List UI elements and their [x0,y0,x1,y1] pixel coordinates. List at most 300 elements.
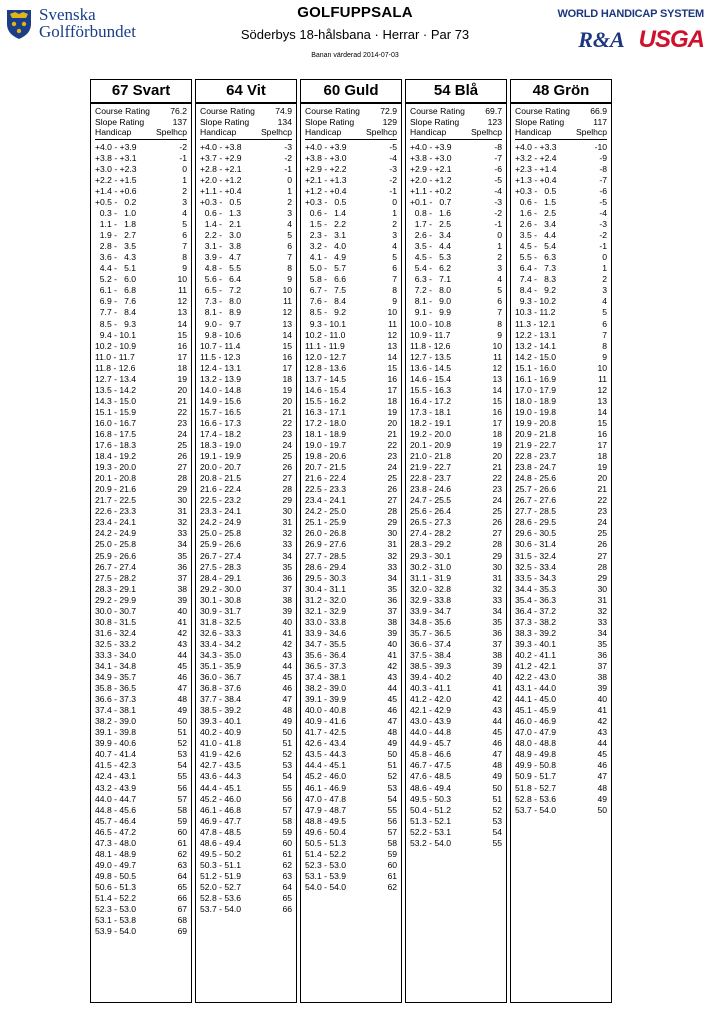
table-row [200,760,292,771]
playing-handicap: 14 [492,384,502,395]
playing-handicap: 69 [177,926,187,937]
playing-handicap: 58 [282,815,292,826]
playing-handicap: 4 [392,241,397,252]
table-row [305,539,397,550]
table-row [200,705,292,716]
table-row [515,783,607,794]
playing-handicap: 16 [177,340,187,351]
course-rating [410,106,502,117]
table-row [200,285,292,296]
handicap-range: 40.7 - 41.4 [95,749,137,760]
rating-date: Banan värderad 2014-07-03 [311,52,399,59]
handicap-range: 2.2 - 3.0 [200,230,242,241]
playing-handicap: 18 [492,429,502,439]
table-row [200,771,292,782]
playing-handicap: 54 [282,771,292,782]
playing-handicap: -1 [494,219,502,230]
handicap-range: 23.8 - 24.6 [410,484,452,495]
table-row [305,330,397,341]
playing-handicap: 60 [282,837,292,848]
handicap-range: 47.0 - 47.9 [515,727,557,738]
table-row [515,716,607,727]
table-row [515,484,607,495]
whs-logo-text: WORLD HANDICAP SYSTEM [557,8,704,20]
handicap-range: 48.9 - 49.8 [515,749,557,760]
handicap-range: 24.7 - 25.5 [410,495,452,506]
handicap-range: 42.4 - 43.1 [95,771,137,782]
handicap-range: 44.4 - 45.1 [305,760,347,771]
table-row [200,374,292,385]
playing-handicap: 5 [602,307,607,318]
handicap-range: 35.7 - 36.5 [410,627,452,638]
playing-handicap: 28 [492,539,502,550]
playing-handicap: 6 [497,296,502,307]
table-row [200,407,292,418]
table-row [305,451,397,462]
table-row [200,749,292,760]
handicap-range: 8.5 - 9.3 [95,318,137,329]
table-row [95,319,187,330]
table-row [95,330,187,341]
playing-handicap: 0 [287,174,292,185]
playing-handicap: -2 [494,208,502,219]
table-row [305,208,397,219]
table-row [410,285,502,296]
table-row [410,186,502,197]
handicap-range: +3.2 - +2.4 [515,152,557,163]
playing-handicap: 20 [282,395,292,406]
table-row [515,628,607,639]
course-rating [200,106,292,117]
table-row [200,882,292,893]
handicap-range: 12.4 - 13.1 [200,362,242,373]
handicap-range: 11.1 - 11.9 [305,340,345,351]
playing-handicap: 36 [492,627,502,638]
table-row [200,484,292,495]
handicap-range: 26.7 - 27.4 [200,550,242,561]
playing-handicap: 61 [282,848,292,859]
table-row [410,584,502,595]
handicap-range: 44.9 - 45.7 [410,738,452,749]
handicap-range: 22.5 - 23.2 [200,495,242,506]
table-row [410,252,502,263]
table-row [305,307,397,318]
handicap-range: 53.7 - 54.0 [200,904,242,915]
playing-handicap: 17 [492,417,502,428]
playing-handicap: 40 [282,616,292,627]
handicap-range: 3.6 - 4.3 [95,252,137,263]
handicap-range: 27.7 - 28.5 [515,506,557,517]
handicap-range: 23.4 - 24.1 [95,517,137,528]
table-row [200,727,292,738]
handicap-range: 20.0 - 20.7 [200,462,242,473]
table-row [410,274,502,285]
handicap-range: +1.2 - +0.4 [305,185,347,196]
handicap-range: 41.5 - 42.3 [95,760,137,771]
playing-handicap: 19 [492,440,502,451]
handicap-range: +4.0 - +3.9 [95,141,137,152]
playing-handicap: 11 [493,351,502,362]
handicap-range: 46.1 - 46.9 [305,782,347,793]
playing-handicap: 18 [177,362,187,373]
table-row [410,307,502,318]
handicap-range: 15.1 - 15.9 [95,406,137,417]
handicap-range: +3.8 - +3.0 [305,152,347,163]
playing-handicap: 47 [177,683,187,694]
handicap-range: 9.4 - 10.1 [95,329,137,340]
handicap-range: 32.0 - 32.8 [410,583,452,594]
playing-handicap: 9 [497,329,502,340]
playing-handicap: 51 [177,727,187,738]
handicap-range: 40.9 - 41.6 [305,716,347,727]
handicap-range: 5.5 - 6.3 [515,252,557,263]
table-row [200,418,292,429]
playing-handicap: 32 [387,550,397,561]
handicap-range: 8.1 - 8.9 [200,307,242,318]
table-row [305,716,397,727]
table-row [200,462,292,473]
playing-handicap: 49 [492,771,502,782]
playing-handicap: 21 [597,484,607,495]
handicap-range: +2.2 - +1.5 [95,174,137,185]
course-rating [515,106,607,117]
handicap-range: 45.7 - 46.4 [95,815,137,826]
handicap-range: 32.5 - 33.2 [95,638,137,649]
playing-handicap: 20 [177,384,187,395]
table-row [410,760,502,771]
table-row [410,418,502,429]
handicap-range: 17.6 - 18.3 [95,440,137,451]
playing-handicap: 15 [597,417,607,428]
table-row [305,650,397,661]
tee-title: 54 Blå [406,80,506,104]
handicap-range: 44.4 - 45.1 [200,782,242,793]
playing-handicap: 49 [282,716,292,727]
handicap-range: 25.0 - 25.8 [200,528,242,539]
handicap-range: 51.3 - 52.1 [410,815,452,826]
table-row [200,893,292,904]
handicap-range: 4.5 - 5.4 [515,241,557,252]
playing-handicap: 66 [177,892,187,903]
handicap-range: 41.2 - 42.1 [515,660,557,671]
playing-handicap: 31 [492,572,502,583]
slope-rating-value: 123 [487,116,502,127]
playing-handicap: 31 [177,506,187,517]
handicap-range: 19.3 - 20.0 [95,462,137,473]
handicap-range: 47.8 - 48.5 [200,826,242,837]
table-row [515,451,607,462]
playing-handicap: 7 [287,252,292,263]
handicap-range: 49.5 - 50.2 [200,848,242,859]
playing-handicap: -2 [179,141,187,152]
playing-handicap: 4 [602,296,607,307]
table-row [515,307,607,318]
table-row [95,352,187,363]
table-row [515,683,607,694]
playing-handicap: 3 [392,230,397,241]
course-rating [305,106,397,117]
handicap-range: 23.8 - 24.7 [515,462,557,473]
table-row [95,639,187,650]
handicap-range: 8.1 - 9.0 [410,296,452,307]
tee-ratings [406,104,506,140]
handicap-range: 44.0 - 44.7 [95,793,137,804]
playing-handicap: 32 [492,583,502,594]
playing-handicap: 1 [497,241,502,252]
playing-handicap: 47 [387,716,397,727]
handicap-range: 16.3 - 17.1 [305,406,347,417]
playing-handicap: 30 [177,495,187,506]
handicap-range: 12.8 - 13.6 [305,362,347,373]
handicap-range: 42.1 - 42.9 [410,705,452,716]
handicap-range: 33.3 - 34.0 [95,649,137,660]
handicap-range: 5.0 - 5.7 [305,263,347,274]
handicap-range: 41.7 - 42.5 [305,727,347,738]
playing-handicap: -2 [599,230,607,241]
table-row [305,385,397,396]
playing-handicap: 30 [597,583,607,594]
table-row [515,794,607,805]
playing-handicap: 44 [282,660,292,671]
playing-handicap: -2 [389,174,397,185]
handicap-range: 13.5 - 14.2 [95,384,137,395]
slope-rating-label: Slope Rating [200,116,250,127]
handicap-range: 9.1 - 9.9 [410,307,452,318]
tee-ratings [511,104,611,140]
table-row [305,771,397,782]
handicap-range: 51.4 - 52.2 [95,892,137,903]
handicap-range: 10.0 - 10.8 [410,318,452,329]
table-row [95,882,187,893]
handicap-range: 41.2 - 42.0 [410,694,452,705]
playing-handicap: 51 [282,738,292,749]
playing-handicap: 1 [182,174,187,185]
table-row [410,473,502,484]
table-row [410,528,502,539]
table-row [515,584,607,595]
playing-handicap: 26 [177,451,187,462]
table-row [410,683,502,694]
handicap-range: 2.6 - 3.4 [515,219,557,230]
playing-handicap: 13 [597,395,607,406]
table-row [200,429,292,440]
playing-handicap: 10 [282,285,292,296]
playing-handicap: 41 [387,649,397,660]
table-row [515,429,607,440]
playing-handicap: -7 [599,174,607,185]
table-row [515,219,607,230]
playing-handicap: 30 [492,561,502,572]
table-row [305,705,397,716]
table-row [200,495,292,506]
table-row [200,661,292,672]
table-row [305,495,397,506]
table-row [410,816,502,827]
handicap-range: 5.6 - 6.4 [200,274,242,285]
handicap-range: 19.9 - 20.8 [515,417,557,428]
playing-handicap: 18 [282,373,292,384]
playing-handicap: 5 [287,230,292,241]
handicap-range: 13.2 - 14.1 [515,340,557,351]
playing-handicap: 9 [287,274,292,285]
playing-handicap: 36 [282,572,292,583]
handicap-range: 13.7 - 14.5 [305,373,347,384]
handicap-range: 42.6 - 43.4 [305,738,347,749]
playing-handicap: -6 [599,185,607,196]
table-row [200,241,292,252]
playing-handicap: 33 [387,561,397,572]
table-row [410,462,502,473]
table-row [410,639,502,650]
table-row [95,175,187,186]
handicap-range: 28.6 - 29.4 [305,561,347,572]
table-row [200,716,292,727]
table-row [410,219,502,230]
handicap-range: 35.6 - 36.4 [305,649,347,660]
playing-handicap: 9 [392,296,397,307]
playing-handicap: 67 [177,904,187,915]
table-row [200,319,292,330]
table-row [305,860,397,871]
tee-column [510,79,612,1003]
table-row [95,584,187,595]
handicap-range: 33.4 - 34.2 [200,638,242,649]
playing-handicap: 2 [287,197,292,208]
table-row [200,330,292,341]
handicap-range: 23.3 - 24.1 [200,506,242,517]
table-row [200,650,292,661]
handicap-range: 7.6 - 8.4 [305,296,347,307]
handicap-range: +3.8 - +3.1 [95,152,137,163]
playing-handicap: 46 [282,683,292,694]
handicap-range: 29.5 - 30.3 [305,572,347,583]
handicap-range: 35.1 - 35.9 [200,660,242,671]
playing-handicap: 65 [177,881,187,892]
tee-title: 64 Vit [196,80,296,104]
table-row [410,716,502,727]
handicap-range: 52.0 - 52.7 [200,881,242,892]
handicap-range: +2.3 - +1.4 [515,163,557,174]
playing-handicap: 66 [282,904,292,915]
handicap-range: 41.0 - 41.8 [200,738,242,749]
playing-handicap: 55 [282,782,292,793]
playing-handicap: 47 [492,749,502,760]
handicap-range: 50.9 - 51.7 [515,771,557,782]
playing-handicap: 1 [392,208,397,219]
handicap-range: 4.4 - 5.1 [95,263,137,274]
handicap-range: 9.3 - 10.1 [305,318,347,329]
table-row [410,595,502,606]
playing-handicap: 42 [177,627,187,638]
playing-handicap: 39 [177,594,187,605]
playing-handicap: -3 [389,163,397,174]
playing-handicap: 36 [597,649,607,660]
playing-handicap: 24 [387,462,397,473]
table-header-value: Spelhcp [575,127,607,138]
playing-handicap: 51 [492,793,502,804]
slope-rating-value: 134 [277,116,292,127]
table-row [95,672,187,683]
playing-handicap: 13 [177,307,187,318]
table-row [305,738,397,749]
playing-handicap: 50 [492,782,502,793]
table-row [515,319,607,330]
playing-handicap: 5 [392,252,397,263]
playing-handicap: 41 [177,616,187,627]
playing-handicap: 16 [387,373,397,384]
playing-handicap: 28 [387,506,397,517]
table-row [410,385,502,396]
course-rating-label: Course Rating [95,106,150,116]
playing-handicap: 39 [387,627,397,638]
playing-handicap: 43 [177,638,187,649]
table-row [305,153,397,164]
slope-rating [305,117,397,128]
playing-handicap: 47 [597,771,607,782]
handicap-range: 38.5 - 39.2 [200,705,242,716]
table-row [200,860,292,871]
table-row [305,528,397,539]
playing-handicap: 15 [387,362,397,373]
playing-handicap: 36 [387,594,397,605]
playing-handicap: 37 [282,583,292,594]
table-row [200,274,292,285]
playing-handicap: 17 [282,362,292,373]
playing-handicap: 60 [177,826,187,837]
playing-handicap: 8 [497,318,502,329]
handicap-range: 46.7 - 47.5 [410,760,452,771]
handicap-range: 54.0 - 54.0 [305,881,347,892]
playing-handicap: 38 [597,672,607,683]
handicap-range: 21.6 - 22.4 [305,473,347,484]
handicap-range: 6.5 - 7.2 [200,285,242,296]
table-row [515,528,607,539]
table-row [515,606,607,617]
table-row [305,263,397,274]
table-row [95,628,187,639]
table-row [515,727,607,738]
table-row [410,506,502,517]
playing-handicap: 29 [177,484,187,495]
course-rating-value: 69.7 [485,106,502,116]
handicap-range: 6.1 - 6.8 [95,285,137,296]
table-row [305,462,397,473]
handicap-range: 21.7 - 22.5 [95,495,137,506]
playing-handicap: 61 [387,870,397,881]
table-header-label: Handicap [200,127,237,138]
handicap-range: 4.8 - 5.5 [200,263,242,274]
table-row [95,783,187,794]
handicap-range: 37.5 - 38.4 [410,649,452,660]
playing-handicap: 63 [282,870,292,881]
handicap-range: 37.3 - 38.2 [515,616,557,627]
playing-handicap: 33 [492,594,502,605]
playing-handicap: -3 [599,219,607,230]
table-header-label: Handicap [410,127,447,138]
playing-handicap: 8 [392,285,397,296]
playing-handicap: 54 [177,760,187,771]
table-row [95,517,187,528]
playing-handicap: 37 [177,572,187,583]
handicap-range: 34.3 - 35.0 [200,649,242,660]
table-row [515,352,607,363]
playing-handicap: 43 [597,727,607,738]
table-row [200,175,292,186]
tee-column [90,79,192,1003]
table-row [515,672,607,683]
playing-handicap: 45 [387,694,397,705]
playing-handicap: 26 [387,484,397,495]
